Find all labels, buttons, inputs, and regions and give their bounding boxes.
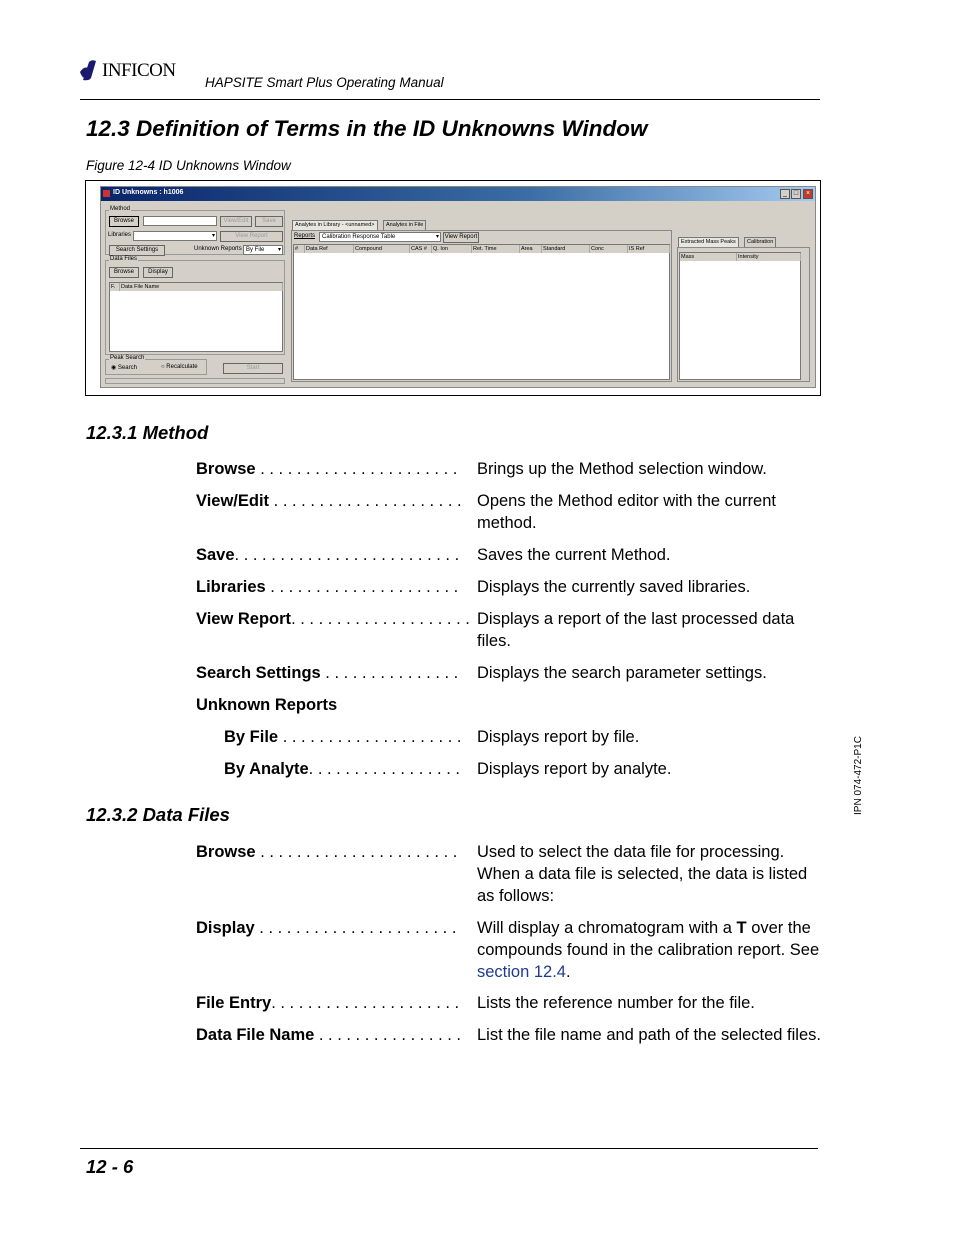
term-save: [196, 544, 472, 566]
method-name-input[interactable]: [143, 216, 217, 226]
term-file-entry: [196, 992, 472, 1014]
tab-analytes-in-file[interactable]: Analytes in File: [383, 220, 426, 230]
desc-libraries: Displays the currently saved libraries.: [477, 578, 751, 596]
term-data-file-name: [196, 1024, 472, 1046]
term-label: View/Edit: [196, 492, 270, 510]
dot-leader: . . . . . . . . . . . . . . . . . . . .: [278, 728, 462, 746]
unknown-reports-value: By File: [246, 247, 265, 253]
data-files-group: [105, 256, 285, 355]
dot-leader: . . . . . . . . . . . . . . . .: [314, 1026, 461, 1044]
analytes-panel: [291, 230, 672, 382]
data-files-group-label: Data Files: [110, 256, 138, 262]
manual-title: HAPSITE Smart Plus Operating Manual: [205, 75, 444, 90]
mass-column[interactable]: Mass: [680, 253, 737, 261]
header-rule: [80, 99, 820, 100]
close-icon[interactable]: ×: [803, 189, 813, 199]
tab-analytes-in-library[interactable]: Analytes in Library - <unnamed>: [292, 220, 378, 230]
tab-extracted-mass-peaks[interactable]: Extracted Mass Peaks: [678, 237, 739, 247]
desc-text: .: [565, 963, 571, 981]
dot-leader: . . . . . . . . . . . . . . . . . . . . .: [265, 578, 459, 596]
results-column[interactable]: Conc: [590, 245, 628, 253]
desc-by-analyte: Displays report by analyte.: [477, 760, 672, 778]
term-view-edit: [196, 490, 472, 512]
results-column[interactable]: Compound: [354, 245, 410, 253]
term-label: By File: [224, 728, 279, 746]
method-group: [105, 206, 285, 255]
ipn-side-label: IPN 074-472-P1C: [853, 736, 864, 815]
desc-data-file-name: List the file name and path of the selected files.: [477, 1026, 821, 1044]
chevron-down-icon: ▾: [435, 234, 439, 240]
term-display: [196, 917, 472, 939]
file-entry-column[interactable]: F.: [110, 283, 120, 291]
dot-leader: . . . . . . . . . . . . . . .: [320, 664, 459, 682]
results-column[interactable]: Area: [520, 245, 542, 253]
id-unknowns-window: [100, 186, 816, 388]
dot-leader: . . . . . . . . . . . . . . . . . . . . . .: [254, 919, 457, 937]
search-radio-label: Search: [117, 365, 137, 371]
maximize-icon[interactable]: □: [791, 189, 801, 199]
term-label: Search Settings: [196, 664, 321, 682]
desc-by-file: Displays report by file.: [477, 728, 640, 746]
reports-select[interactable]: [319, 232, 441, 242]
term-libraries: [196, 576, 472, 598]
term-label: Display: [196, 919, 255, 937]
page-number: 12 - 6: [86, 1156, 134, 1177]
desc-bold-t: T: [736, 919, 747, 937]
results-column[interactable]: CAS #: [410, 245, 432, 253]
dot-leader: . . . . . . . . . . . . . . . . .: [308, 760, 460, 778]
section-12-4-link[interactable]: section 12.4: [477, 963, 566, 981]
libraries-label: Libraries: [108, 232, 132, 238]
mass-peaks-table[interactable]: [679, 252, 801, 380]
results-column[interactable]: IS Ref: [628, 245, 670, 253]
term-label: Browse: [196, 843, 256, 861]
desc-text: Will display a chromatogram with a: [477, 919, 737, 937]
results-column[interactable]: #: [294, 245, 305, 253]
chevron-down-icon: ▾: [277, 247, 281, 253]
mass-peaks-panel: [677, 247, 810, 382]
term-label: Libraries: [196, 578, 266, 596]
footer-rule: [80, 1148, 818, 1149]
term-view-report: [196, 608, 472, 630]
start-button[interactable]: Start: [223, 363, 283, 374]
logo-text: INFICON: [102, 60, 176, 81]
desc-text: over the compounds found in the calibration report. See: [477, 919, 820, 959]
app-icon: [103, 190, 110, 197]
results-view-report-button[interactable]: View Report: [443, 232, 479, 243]
search-settings-button[interactable]: Search Settings: [109, 245, 165, 256]
data-files-list[interactable]: [109, 282, 283, 352]
term-label: Save: [196, 546, 235, 564]
desc-view-report: Displays a report of the last processed data files.: [477, 610, 795, 650]
dot-leader: . . . . . . . . . . . . . . . . . . . .: [291, 610, 470, 628]
unknown-reports-label: Unknown Reports: [194, 246, 242, 252]
reports-label: Reports: [294, 233, 316, 239]
view-report-button[interactable]: View Report: [220, 231, 283, 242]
dot-leader: . . . . . . . . . . . . . . . . . . . . . .: [255, 460, 458, 478]
desc-view-edit: Opens the Method editor with the current method.: [477, 492, 776, 532]
display-button[interactable]: Display: [143, 267, 173, 278]
desc-display: [477, 917, 822, 983]
term-label: View Report: [196, 610, 292, 628]
view-edit-button[interactable]: View/Edit: [220, 216, 252, 227]
data-file-name-column[interactable]: Data File Name: [120, 283, 283, 291]
method-heading: 12.3.1 Method: [86, 422, 209, 443]
term-label: Browse: [196, 460, 256, 478]
term-label: File Entry: [196, 994, 272, 1012]
method-browse-button[interactable]: Browse: [109, 216, 139, 227]
term-by-file: [224, 726, 472, 748]
dot-leader: . . . . . . . . . . . . . . . . . . . . .: [271, 994, 460, 1012]
term-unknown-reports: [196, 694, 472, 716]
dot-leader: . . . . . . . . . . . . . . . . . . . . .: [269, 492, 462, 510]
dot-leader: . . . . . . . . . . . . . . . . . . . . . .: [255, 843, 458, 861]
recalculate-radio-label: Recalculate: [166, 364, 198, 370]
inficon-logo: [80, 58, 198, 84]
save-button[interactable]: Save: [255, 216, 283, 227]
tab-calibration[interactable]: Calibration: [744, 237, 776, 247]
method-group-label: Method: [110, 206, 131, 212]
figure-caption: Figure 12-4 ID Unknowns Window: [86, 158, 291, 173]
data-files-heading: 12.3.2 Data Files: [86, 804, 230, 825]
term-df-browse: [196, 841, 472, 863]
peak-search-group: [105, 355, 207, 375]
term-search-settings: [196, 662, 472, 684]
term-label: By Analyte: [224, 760, 309, 778]
inficon-logo-icon: [80, 58, 100, 82]
section-title: 12.3 Definition of Terms in the ID Unknowns Window: [86, 116, 648, 141]
term-label: Data File Name: [196, 1026, 315, 1044]
reports-select-value: Calibration Response Table: [322, 234, 396, 240]
desc-search-settings: Displays the search parameter settings.: [477, 664, 767, 682]
term-by-analyte: [224, 758, 472, 780]
libraries-select[interactable]: [133, 231, 217, 241]
desc-file-entry: Lists the reference number for the file.: [477, 994, 755, 1012]
term-label: Unknown Reports: [196, 696, 338, 714]
desc-browse: Brings up the Method selection window.: [477, 460, 767, 478]
window-titlebar: [101, 187, 815, 201]
figure-frame: [85, 180, 821, 396]
peak-search-group-label: Peak Search: [110, 355, 145, 361]
window-title: ID Unknowns : h1006: [113, 189, 184, 196]
data-files-browse-button[interactable]: Browse: [109, 267, 139, 278]
results-column[interactable]: Ret. Time: [472, 245, 520, 253]
term-browse: [196, 458, 472, 480]
results-column[interactable]: Q. Ion: [432, 245, 472, 253]
results-column[interactable]: Standard: [542, 245, 590, 253]
progress-bar: [105, 378, 285, 384]
results-table[interactable]: [293, 244, 670, 380]
results-column[interactable]: Data Ref: [305, 245, 354, 253]
chevron-down-icon: ▾: [211, 233, 215, 239]
desc-save: Saves the current Method.: [477, 546, 671, 564]
unknown-reports-select[interactable]: [243, 245, 283, 255]
recalculate-radio[interactable]: ○ Recalculate: [161, 364, 198, 370]
intensity-column[interactable]: Intensity: [737, 253, 801, 261]
minimize-icon[interactable]: _: [780, 189, 790, 199]
dot-leader: . . . . . . . . . . . . . . . . . . . . . . . . .: [234, 546, 460, 564]
search-radio[interactable]: ◉ Search: [111, 365, 137, 371]
desc-df-browse: Used to select the data file for processing. When a data file is selected, the data is listed as follows:: [477, 843, 808, 905]
